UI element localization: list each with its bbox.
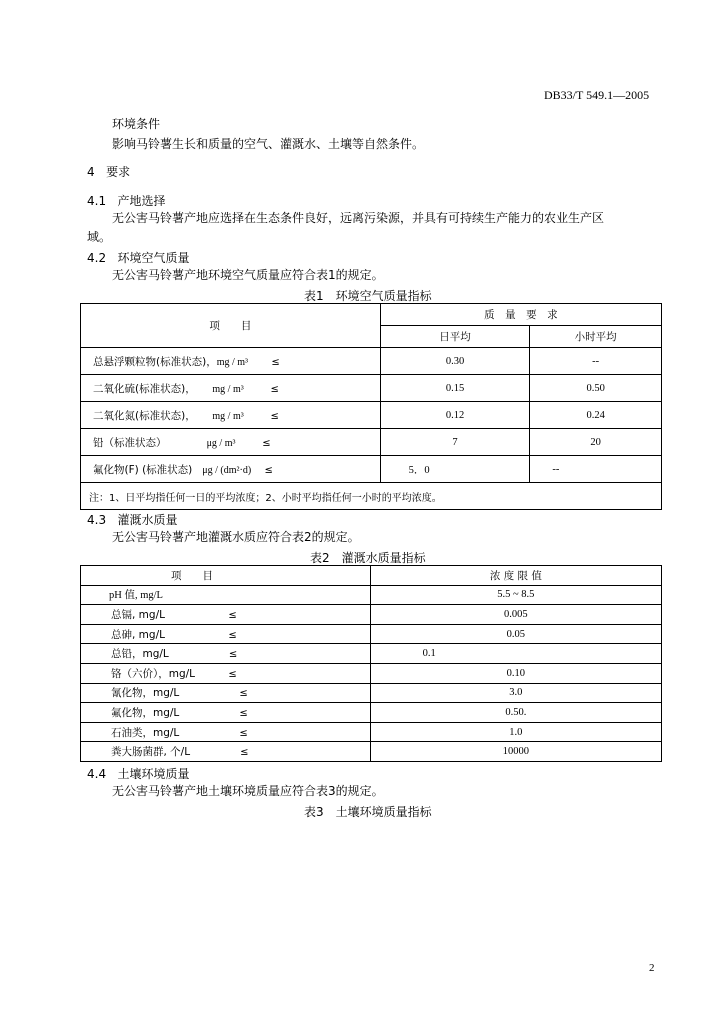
page-number: 2 <box>649 962 655 974</box>
section-number: 4.1 <box>87 194 107 208</box>
table1-header-hourly: 小时平均 <box>530 326 662 348</box>
table-row <box>81 644 662 664</box>
section-4-4-heading <box>87 765 190 782</box>
term-definition: 影响马铃薯生长和质量的空气、灌溉水、土壤等自然条件。 <box>112 137 425 151</box>
row-value: 0.1 <box>370 644 661 664</box>
row-hourly: -- <box>530 456 662 483</box>
le-symbol: ≤ <box>271 356 280 368</box>
row-name: 氰化物，mg/L <box>111 687 180 700</box>
table3-caption: 表3 土壤环境质量指标 <box>304 805 432 819</box>
standard-code: DB33/T 549.1—2005 <box>544 88 650 102</box>
row-name: 总铅，mg/L <box>111 648 169 661</box>
section-4-1-heading <box>87 192 166 209</box>
row-name: 氟化物，mg/L <box>111 706 180 719</box>
table-row <box>81 683 662 703</box>
le-symbol: ≤ <box>239 727 248 739</box>
le-symbol: ≤ <box>240 747 249 759</box>
section-4-4-text: 无公害马铃薯产地土壤环境质量应符合表3的规定。 <box>112 784 384 798</box>
row-name: 二氧化氮(标准状态)， <box>93 409 196 422</box>
row-name: 铬（六价），mg/L <box>111 667 196 680</box>
section-4-heading <box>87 163 130 180</box>
le-symbol: ≤ <box>262 437 271 449</box>
row-hourly: 0.24 <box>530 402 662 429</box>
row-name: pH 值, mg/L <box>109 590 163 602</box>
section-4-2-text: 无公害马铃薯产地环境空气质量应符合表1的规定。 <box>112 268 384 282</box>
row-unit: μg / m³ <box>206 437 236 449</box>
row-name: 二氧化硫(标准状态)， <box>93 382 196 395</box>
table-row <box>81 456 662 483</box>
le-symbol: ≤ <box>270 383 279 395</box>
table-row <box>81 663 662 683</box>
row-name: 铅（标准状态） <box>93 436 167 449</box>
section-title: 环境空气质量 <box>117 251 190 265</box>
section-4-3-heading <box>87 511 178 528</box>
le-symbol: ≤ <box>228 649 238 661</box>
table1-header-quality: 质 量 要 求 <box>380 304 661 326</box>
row-daily: 0.12 <box>380 402 530 429</box>
irrigation-water-table <box>80 565 662 762</box>
table1-header-item: 项 目 <box>81 304 381 348</box>
le-symbol: ≤ <box>264 464 273 476</box>
section-title: 产地选择 <box>117 194 166 208</box>
section-number: 4.4 <box>87 767 107 781</box>
row-unit: mg / m³ <box>212 383 244 395</box>
table2-caption: 表2 灌溉水质量指标 <box>310 551 426 565</box>
row-value: 5.5 ~ 8.5 <box>370 585 661 605</box>
row-daily: 5．0 <box>380 456 530 483</box>
table2-header-limit: 浓 度 限 值 <box>370 566 661 586</box>
table-row <box>81 402 662 429</box>
section-number: 4.2 <box>87 251 107 265</box>
table-row <box>81 624 662 644</box>
table-row <box>81 605 662 625</box>
row-hourly: 20 <box>530 429 662 456</box>
air-quality-table <box>80 303 662 510</box>
table1-note: 注：1、日平均指任何一日的平均浓度；2、小时平均指任何一小时的平均浓度。 <box>81 483 662 510</box>
section-4-1-text-line1: 无公害马铃薯产地应选择在生态条件良好，远离污染源，并具有可持续生产能力的农业生产区 <box>112 211 605 225</box>
section-title: 灌溉水质量 <box>117 513 178 527</box>
table-row <box>81 348 662 375</box>
row-value: 0.50. <box>370 703 661 723</box>
section-4-1-text-line2: 域。 <box>87 230 112 244</box>
row-value: 10000 <box>370 742 661 762</box>
section-4-2-heading <box>87 249 190 266</box>
le-symbol: ≤ <box>270 410 279 422</box>
row-hourly: -- <box>530 348 662 375</box>
table2-header-item: 项 目 <box>81 566 371 586</box>
row-daily: 0.15 <box>380 375 530 402</box>
row-name: 总悬浮颗粒物(标准状态)， <box>93 355 217 368</box>
row-name: 氟化物(F) (标准状态) <box>93 463 193 476</box>
section-4-3-text: 无公害马铃薯产地灌溉水质应符合表2的规定。 <box>112 530 360 544</box>
row-value: 0.10 <box>370 663 661 683</box>
term-title: 环境条件 <box>112 117 161 131</box>
section-title: 要求 <box>106 165 131 179</box>
row-value: 0.005 <box>370 605 661 625</box>
table-row <box>81 742 662 762</box>
row-value: 3.0 <box>370 683 661 703</box>
table-row <box>81 722 662 742</box>
row-name: 石油类，mg/L <box>111 726 180 739</box>
table1-caption: 表1 环境空气质量指标 <box>304 289 432 303</box>
row-unit: mg / m³ <box>212 410 244 422</box>
le-symbol: ≤ <box>228 668 237 680</box>
table1-header-daily: 日平均 <box>380 326 530 348</box>
row-unit: μg / (dm²·d) <box>202 464 252 476</box>
row-name: 粪大肠菌群, 个/L <box>111 746 191 759</box>
section-number: 4.3 <box>87 513 107 527</box>
row-value: 1.0 <box>370 722 661 742</box>
row-hourly: 0.50 <box>530 375 662 402</box>
le-symbol: ≤ <box>239 688 248 700</box>
row-name: 总镉, mg/L <box>111 608 165 621</box>
le-symbol: ≤ <box>228 609 237 621</box>
le-symbol: ≤ <box>228 629 237 641</box>
table-row <box>81 585 662 605</box>
row-name: 总砷, mg/L <box>111 628 165 641</box>
section-title: 土壤环境质量 <box>117 767 190 781</box>
table-row <box>81 703 662 723</box>
row-unit: mg / m³ <box>216 356 249 368</box>
le-symbol: ≤ <box>239 707 248 719</box>
table-row <box>81 375 662 402</box>
section-number: 4 <box>87 165 95 179</box>
table-row <box>81 429 662 456</box>
row-value: 0.05 <box>370 624 661 644</box>
row-daily: 0.30 <box>380 348 530 375</box>
row-daily: 7 <box>380 429 530 456</box>
